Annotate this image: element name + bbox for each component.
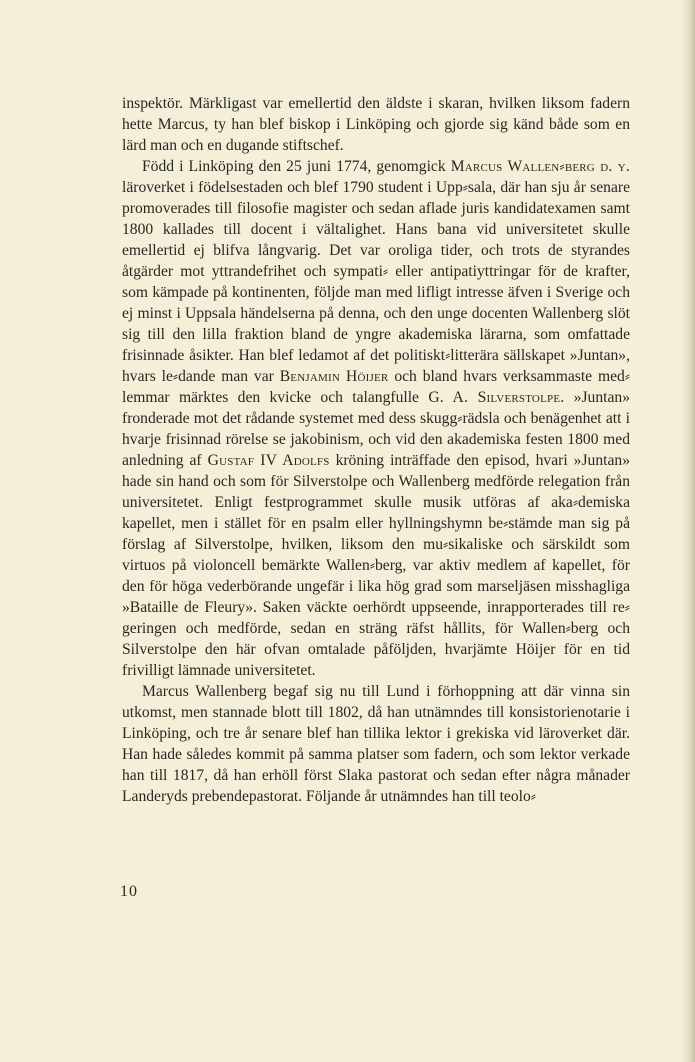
paragraph-3: Marcus Wallenberg begaf sig nu till Lund i förhoppning att där vinna sin utkomst, men stannade blott till 1802, då han utnämndes till konsistorienotarie i Linköping, och tre år senare blef han tillika lektor i grekiska vid läroverket där. Han hade således kommit på samma platser som fadern, och som lektor verkade han till 1817, då han erhöll först Slaka pastorat och sedan efter några månader Landeryds prebendepastorat. Följande år utnämndes han till teolo⸗ <box>122 683 630 805</box>
body-text <box>122 93 630 807</box>
paragraph-1: inspektör. Märkligast var emellertid den äldste i skaran, hvilken liksom fadern hette Marcus, ty han blef biskop i Linköping och gjorde sig känd både som en lärd man och en dugande stiftschef. <box>122 95 630 154</box>
name-gustaf-iv-adolf: Gustaf IV Adolfs <box>207 452 330 469</box>
paragraph-2-text-e: kröning inträffade den episod, hvari »Juntan» hade sin hand och som för Silverstolpe och Wallenberg medförde relegation från universitetet. Enligt festprogrammet skulle musik utföras af aka⸗demiska kapellet, men i stället för en psalm eller hyllningshymn be⸗stämde man sig på förslag af Silverstolpe, hvilken, liksom den mu⸗sikaliske och särskildt som virtuos på violoncell bemärkte Wallen⸗berg, var aktiv medlem af kapellet, för den för höga vederbörande ungefär i lika hög grad som marseljäsen misshagliga »Bataille de Fleury». Saken väckte oerhördt uppseende, inrapporterades till re⸗geringen och medförde, sedan en sträng räfst hållits, för Wallen⸗berg och Silverstolpe den här ofvan omtalade påföljden, hvarjämte Höijer för en tid frivilligt lämnade universitetet. <box>122 452 630 679</box>
paragraph-2-text-c: och bland hvars verksammaste med⸗lemmar märktes den kvicke och talangfulle <box>122 368 631 406</box>
name-benjamin-hoijer: Benjamin Höijer <box>279 368 389 385</box>
page-edge-shadow <box>681 0 695 1062</box>
paragraph-2 <box>122 156 630 681</box>
name-silverstolpe: G. A. Silverstolpe. <box>428 389 565 406</box>
paragraph-2-text-d: »Juntan» fronderade mot det rådande systemet med dess skugg⸗rädsla och benägenhet att i hvarje frisinnad rörelse se jakobinism, och vid den akademiska festen 1800 med anledning af <box>122 389 630 469</box>
name-marcus-wallenberg: Marcus Wallen⸗berg d. y. <box>450 158 630 175</box>
paragraph-2-text-b: läroverket i födelsestaden och blef 1790 student i Upp⸗sala, där han sju år senare promoverades till filosofie magister och sedan aflade juris kandidatexamen samt 1800 kallades till docent i vältalighet. Hans bana vid universitetet skulle emellertid ej blifva långvarig. Det var oroliga tider, och trots de styrandes åtgärder mot yttrandefrihet och sympati⸗ eller antipatiyttringar för de krafter, som kämpade på kontinenten, följde man med lifligt intresse äfven i Sverige och ej minst i Uppsala händelserna på denna, och den unge docenten Wallenberg slöt sig till den lilla fraktion bland de yngre akademiska lärarna, som omfattade frisinnade åsikter. Han blef ledamot af det politiskt⸗litterära sällskapet »Juntan», hvars le⸗dande man var <box>122 179 630 385</box>
paragraph-2-text-a: Född i Linköping den 25 juni 1774, genomgick <box>142 158 451 175</box>
page-number: 10 <box>120 883 138 900</box>
